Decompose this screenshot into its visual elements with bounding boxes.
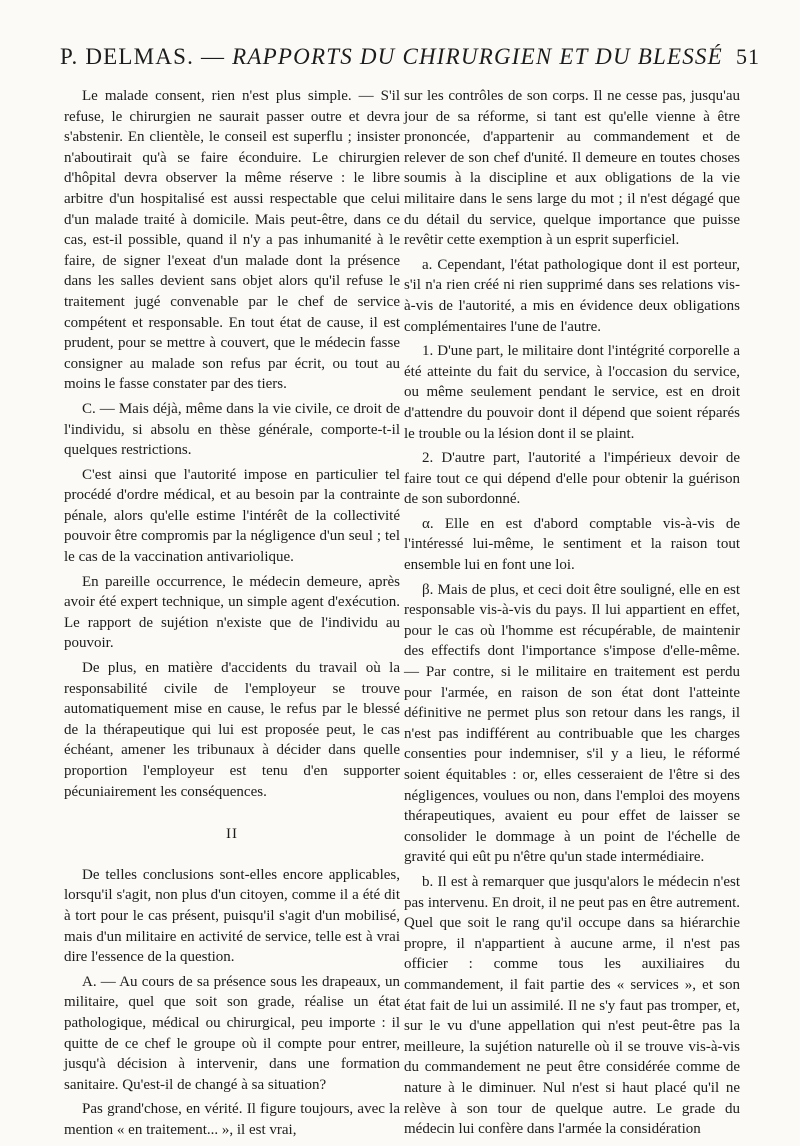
paragraph: a. Cependant, l'état pathologique dont il est porteur, s'il n'a rien créé ni rien supprimé dans ses relations vis-à-vis de l'autorité, a mis en évidence deux obligations complémentaires l'une de l'autre. — [404, 256, 740, 335]
left-column — [64, 86, 400, 1145]
section-heading: II — [226, 826, 238, 843]
paragraph: β. Mais de plus, et ceci doit être souligné, elle en est responsable vis-à-vis du pays. Il lui appartient en effet, pour le cas où l'homme est récupérable, de maintenir des effectifs dont l'importance s'impose d'elle-même. — Par contre, si le militaire en traitement est perdu pour l'armée, en raison de son état dont l'atteinte définitive ne permet plus son retour dans les rangs, il n'est pas indifférent au contribuable que les charges consenties pour indemniser, s'il y a lieu, le réformé soient équitables : or, elles cesseraient de l'être si des négligences, voulues ou non, dans l'emploi des moyens thérapeutiques, avaient eu pour effet de laisser se consolider le dommage à un point de l'échelle de gravité qui eût pu n'être qu'un stade intermédiaire. — [404, 581, 740, 866]
paragraph: C'est ainsi que l'autorité impose en particulier tel procédé d'ordre médical, et au besoin par la contrainte pénale, alors qu'elle estime l'intérêt de la collectivité pouvoir être compromis par la négligence d'un seul ; tel le cas de la vaccination antivariolique. — [64, 466, 400, 566]
running-head-separator: — — [194, 44, 233, 69]
paragraph: α. Elle en est d'abord comptable vis-à-vis de l'intéressé lui-même, le sentiment et la raison tout ensemble lui en font une loi. — [404, 515, 740, 574]
paragraph-continuation: sur les contrôles de son corps. Il ne cesse pas, jusqu'au jour de sa réforme, si tant est qu'elle vienne à être prononcée, d'appartenir au commandement et de relever de son chef d'unité. Il demeure en toutes choses soumis à la discipline et aux obligations de la vie militaire dans le sens large du mot ; il n'est dégagé que du détail du service, quelque importance que puisse revêtir cette exemption à un esprit superficiel. — [404, 88, 740, 249]
running-head — [60, 44, 723, 70]
paragraph: Le malade consent, rien n'est plus simple. — S'il refuse, le chirurgien ne saurait passer outre et devra s'abstenir. En clientèle, le conseil est superflu ; insister n'aboutirait qu'à se faire éconduire. Le chirurgien d'hôpital devra observer la même réserve : le libre arbitre d'un hospitalisé est aussi respectable que celui d'un malade traité à domicile. Mais peut-être, dans ce cas, est-il possible, quand il n'y a pas inhumanité à le faire, de signer l'exeat d'un malade dont la présence dans les salles devient sans objet alors qu'il refuse le traitement jugé convenable par le chef de service compétent et responsable. En tout état de cause, il est prudent, pour se mettre à couvert, que le médecin fasse consigner au malade son refus par écrit, ou tout au moins le fasse constater par des tiers. — [64, 88, 400, 393]
running-head-author: P. DELMAS. — [60, 44, 195, 69]
page-number: 51 — [736, 44, 760, 69]
right-column — [404, 86, 740, 1144]
paragraph: 2. D'autre part, l'autorité a l'impérieux devoir de faire tout ce qui dépend d'elle pour obtenir la guérison de son subordonné. — [404, 450, 740, 508]
running-head-title: RAPPORTS DU CHIRURGIEN ET DU BLESSÉ — [232, 44, 723, 69]
paragraph: En pareille occurrence, le médecin demeure, après avoir été expert technique, un simple agent d'exécution. Le rapport de sujétion n'existe que de l'individu au pouvoir. — [64, 573, 400, 652]
paragraph: Pas grand'chose, en vérité. Il figure toujours, avec la mention « en traitement... », il est vrai, — [64, 1101, 400, 1138]
paragraph: C. — Mais déjà, même dans la vie civile, ce droit de l'individu, si absolu en thèse générale, comporte-t-il quelques restrictions. — [64, 400, 400, 459]
paragraph: De plus, en matière d'accidents du travail où la responsabilité civile de l'employeur se trouve automatiquement mise en cause, le refus par le blessé de la thérapeutique qui lui est proposée peut, le cas échéant, amener les tribunaux à décider dans quelle proportion l'employeur est tenu d'en supporter pécuniairement les conséquences. — [64, 660, 400, 800]
page-header — [60, 44, 760, 84]
paragraph: b. Il est à remarquer que jusqu'alors le médecin n'est pas intervenu. En droit, il ne peut pas en être autrement. Quel que soit le rang qu'il occupe dans sa hiérarchie propre, il n'appartient à aucune arme, il n'est pas officier : comme tous les auxiliaires du commandement, il fait partie des « services », et son état fait de lui un assimilé. Il ne s'y faut pas tromper, et, sur le vu d'une appellation qui n'est peut-être pas la meilleure, la sujétion naturelle où il se trouve vis-à-vis du commandement ne peut être considérée comme de nature à le diminuer. Nul n'est si haut placé qu'il ne relève à son tour de quelque autre. Le grade du médecin lui confère dans l'armée la considération — [404, 873, 740, 1138]
paragraph: De telles conclusions sont-elles encore applicables, lorsqu'il s'agit, non plus d'un citoyen, comme il a été dit à tort pour le cas présent, puisqu'il s'agit d'un mobilisé, mais d'un militaire en activité de service, telle est à vrai dire l'essence de la question. — [64, 866, 400, 966]
paragraph: 1. D'une part, le militaire dont l'intégrité corporelle a été atteinte du fait du service, à l'occasion du service, ou même seulement pendant le service, est en droit d'attendre du pouvoir dont il dépend que soient réparés le trouble ou la lésion dont il se plaint. — [404, 343, 740, 442]
paragraph: A. — Au cours de sa présence sous les drapeaux, un militaire, quel que soit son grade, réalise un état pathologique, médical ou chirurgical, peu importe : il quitte de ce chef le groupe où il compte pour entrer, jusqu'à décision à intervenir, dans une formation sanitaire. Qu'est-il de changé à sa situation? — [64, 973, 400, 1093]
